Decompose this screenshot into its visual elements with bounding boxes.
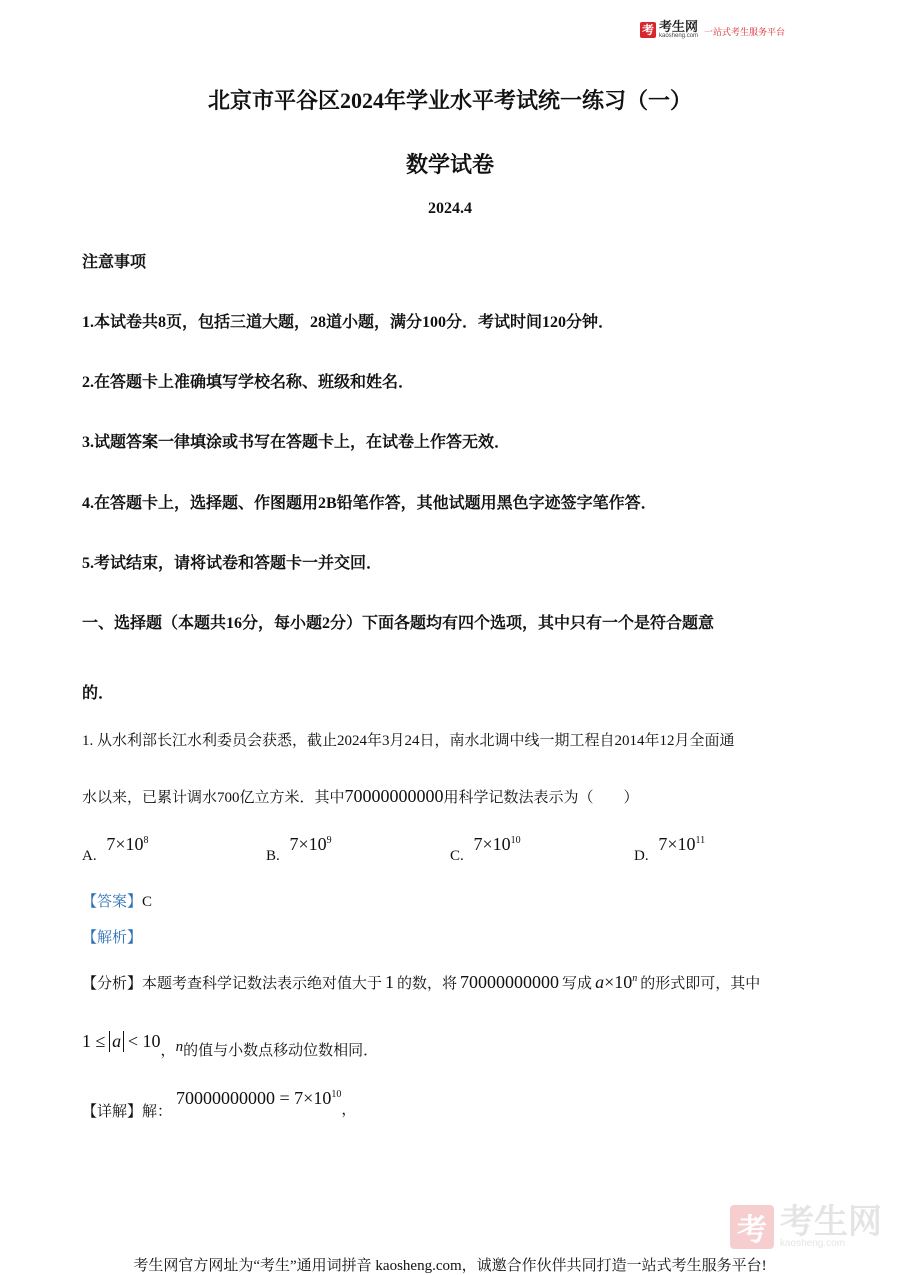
option-exponent: 11 — [695, 835, 706, 846]
fenxi-text: 的数，将 — [397, 976, 458, 992]
answer-label: 【答案】 — [82, 894, 143, 910]
page-title: 北京市平谷区2024年学业水平考试统一练习（一） — [207, 88, 692, 113]
header-logo — [640, 20, 785, 39]
watermark-icon: 考 — [730, 1205, 774, 1249]
watermark-domain: kaosheng.com — [780, 1238, 846, 1249]
note-item: 2.在答题卡上准确填写学校名称、班级和姓名． — [82, 374, 415, 391]
page-footer: 考生网官方网址为“考生”通用词拼音 kaosheng.com，诚邀合作伙伴共同打造一站式考生服务平台! — [133, 1258, 767, 1274]
notes-heading: 注意事项 — [82, 254, 147, 271]
analysis-label: 【解析】 — [82, 930, 143, 946]
question-text-line2 — [82, 786, 639, 807]
note-item: 4.在答题卡上，选择题、作图题用2B铅笔作答，其他试题用黑色字迹签字笔作答． — [82, 495, 657, 512]
section-heading: 一、选择题（本题共16分，每小题2分）下面各题均有四个选项，其中只有一个是符合题意 — [82, 615, 715, 632]
option-exponent: 8 — [143, 835, 149, 846]
watermark-name: 考生网 — [780, 1203, 882, 1241]
answer-line — [82, 890, 152, 911]
condition-math: 1 ≤ — [82, 1031, 106, 1051]
logo-name: 考生网 — [659, 19, 699, 34]
option-value: 7×10 — [106, 834, 144, 854]
option-exponent: 9 — [326, 835, 332, 846]
fenxi-text: 的形式即可，其中 — [640, 976, 761, 992]
answer-value: C — [142, 894, 153, 910]
condition-text: 的值与小数点移动位数相同． — [183, 1043, 379, 1059]
question-text-part: 水以来，已累计调水700亿立方米．其中 — [82, 790, 345, 806]
condition-text: ， — [160, 1043, 176, 1059]
note-item: 1.本试卷共8页，包括三道大题，28道小题，满分100分．考试时间120分钟． — [82, 314, 615, 331]
exam-date: 2024.4 — [428, 200, 472, 217]
logo-domain: kaosheng.com — [659, 33, 699, 39]
condition-math: a — [109, 1031, 124, 1052]
fenxi-math: ×10 — [604, 972, 633, 992]
condition-math: < 10 — [127, 1031, 161, 1051]
detail-label: 【详解】解： — [82, 1104, 173, 1120]
page-subtitle: 数学试卷 — [405, 152, 494, 177]
condition-line — [82, 1031, 379, 1059]
option-value: 7×10 — [289, 834, 327, 854]
option-value: 7×10 — [473, 834, 511, 854]
fenxi-text: 写成 — [562, 976, 593, 992]
watermark-logo — [730, 1205, 882, 1249]
option-letter: D. — [634, 848, 649, 864]
logo-slogan: 一站式考生服务平台 — [704, 27, 786, 37]
fenxi-math: n — [632, 973, 638, 984]
option-d — [634, 834, 706, 864]
option-letter: B. — [266, 848, 280, 864]
fenxi-math: a — [595, 972, 605, 992]
option-exponent: 10 — [510, 835, 521, 846]
question-text: 1. 从水利部长江水利委员会获悉，截止2024年3月24日，南水北调中线一期工程自2014年12月全面通 — [82, 733, 735, 749]
note-item: 3.试题答案一律填涂或书写在答题卡上，在试卷上作答无效． — [82, 434, 511, 451]
option-c — [450, 834, 521, 864]
fenxi-math: 1 — [385, 972, 395, 992]
option-letter: A. — [82, 848, 97, 864]
fenxi-text: 本题考查科学记数法表示绝对值大于 — [142, 976, 383, 992]
question-text-part: 用科学记数法表示为（ ） — [443, 790, 639, 806]
option-b — [266, 834, 332, 864]
question-number: 70000000000 — [344, 786, 444, 806]
option-letter: C. — [450, 848, 464, 864]
detail-exponent: 10 — [331, 1089, 342, 1100]
fenxi-label: 【分析】 — [82, 976, 143, 992]
option-a — [82, 834, 149, 864]
detail-line — [82, 1088, 357, 1120]
section-heading-cont: 的． — [82, 685, 115, 702]
detail-math: 70000000000 = 7×10 — [176, 1088, 332, 1108]
logo-icon: 考 — [641, 23, 654, 37]
fenxi-number: 70000000000 — [460, 972, 560, 992]
analysis-text — [82, 972, 760, 993]
note-item: 5.考试结束，请将试卷和答题卡一并交回． — [82, 555, 383, 572]
option-value: 7×10 — [658, 834, 696, 854]
condition-math: n — [175, 1039, 184, 1055]
detail-text: ， — [341, 1102, 357, 1118]
